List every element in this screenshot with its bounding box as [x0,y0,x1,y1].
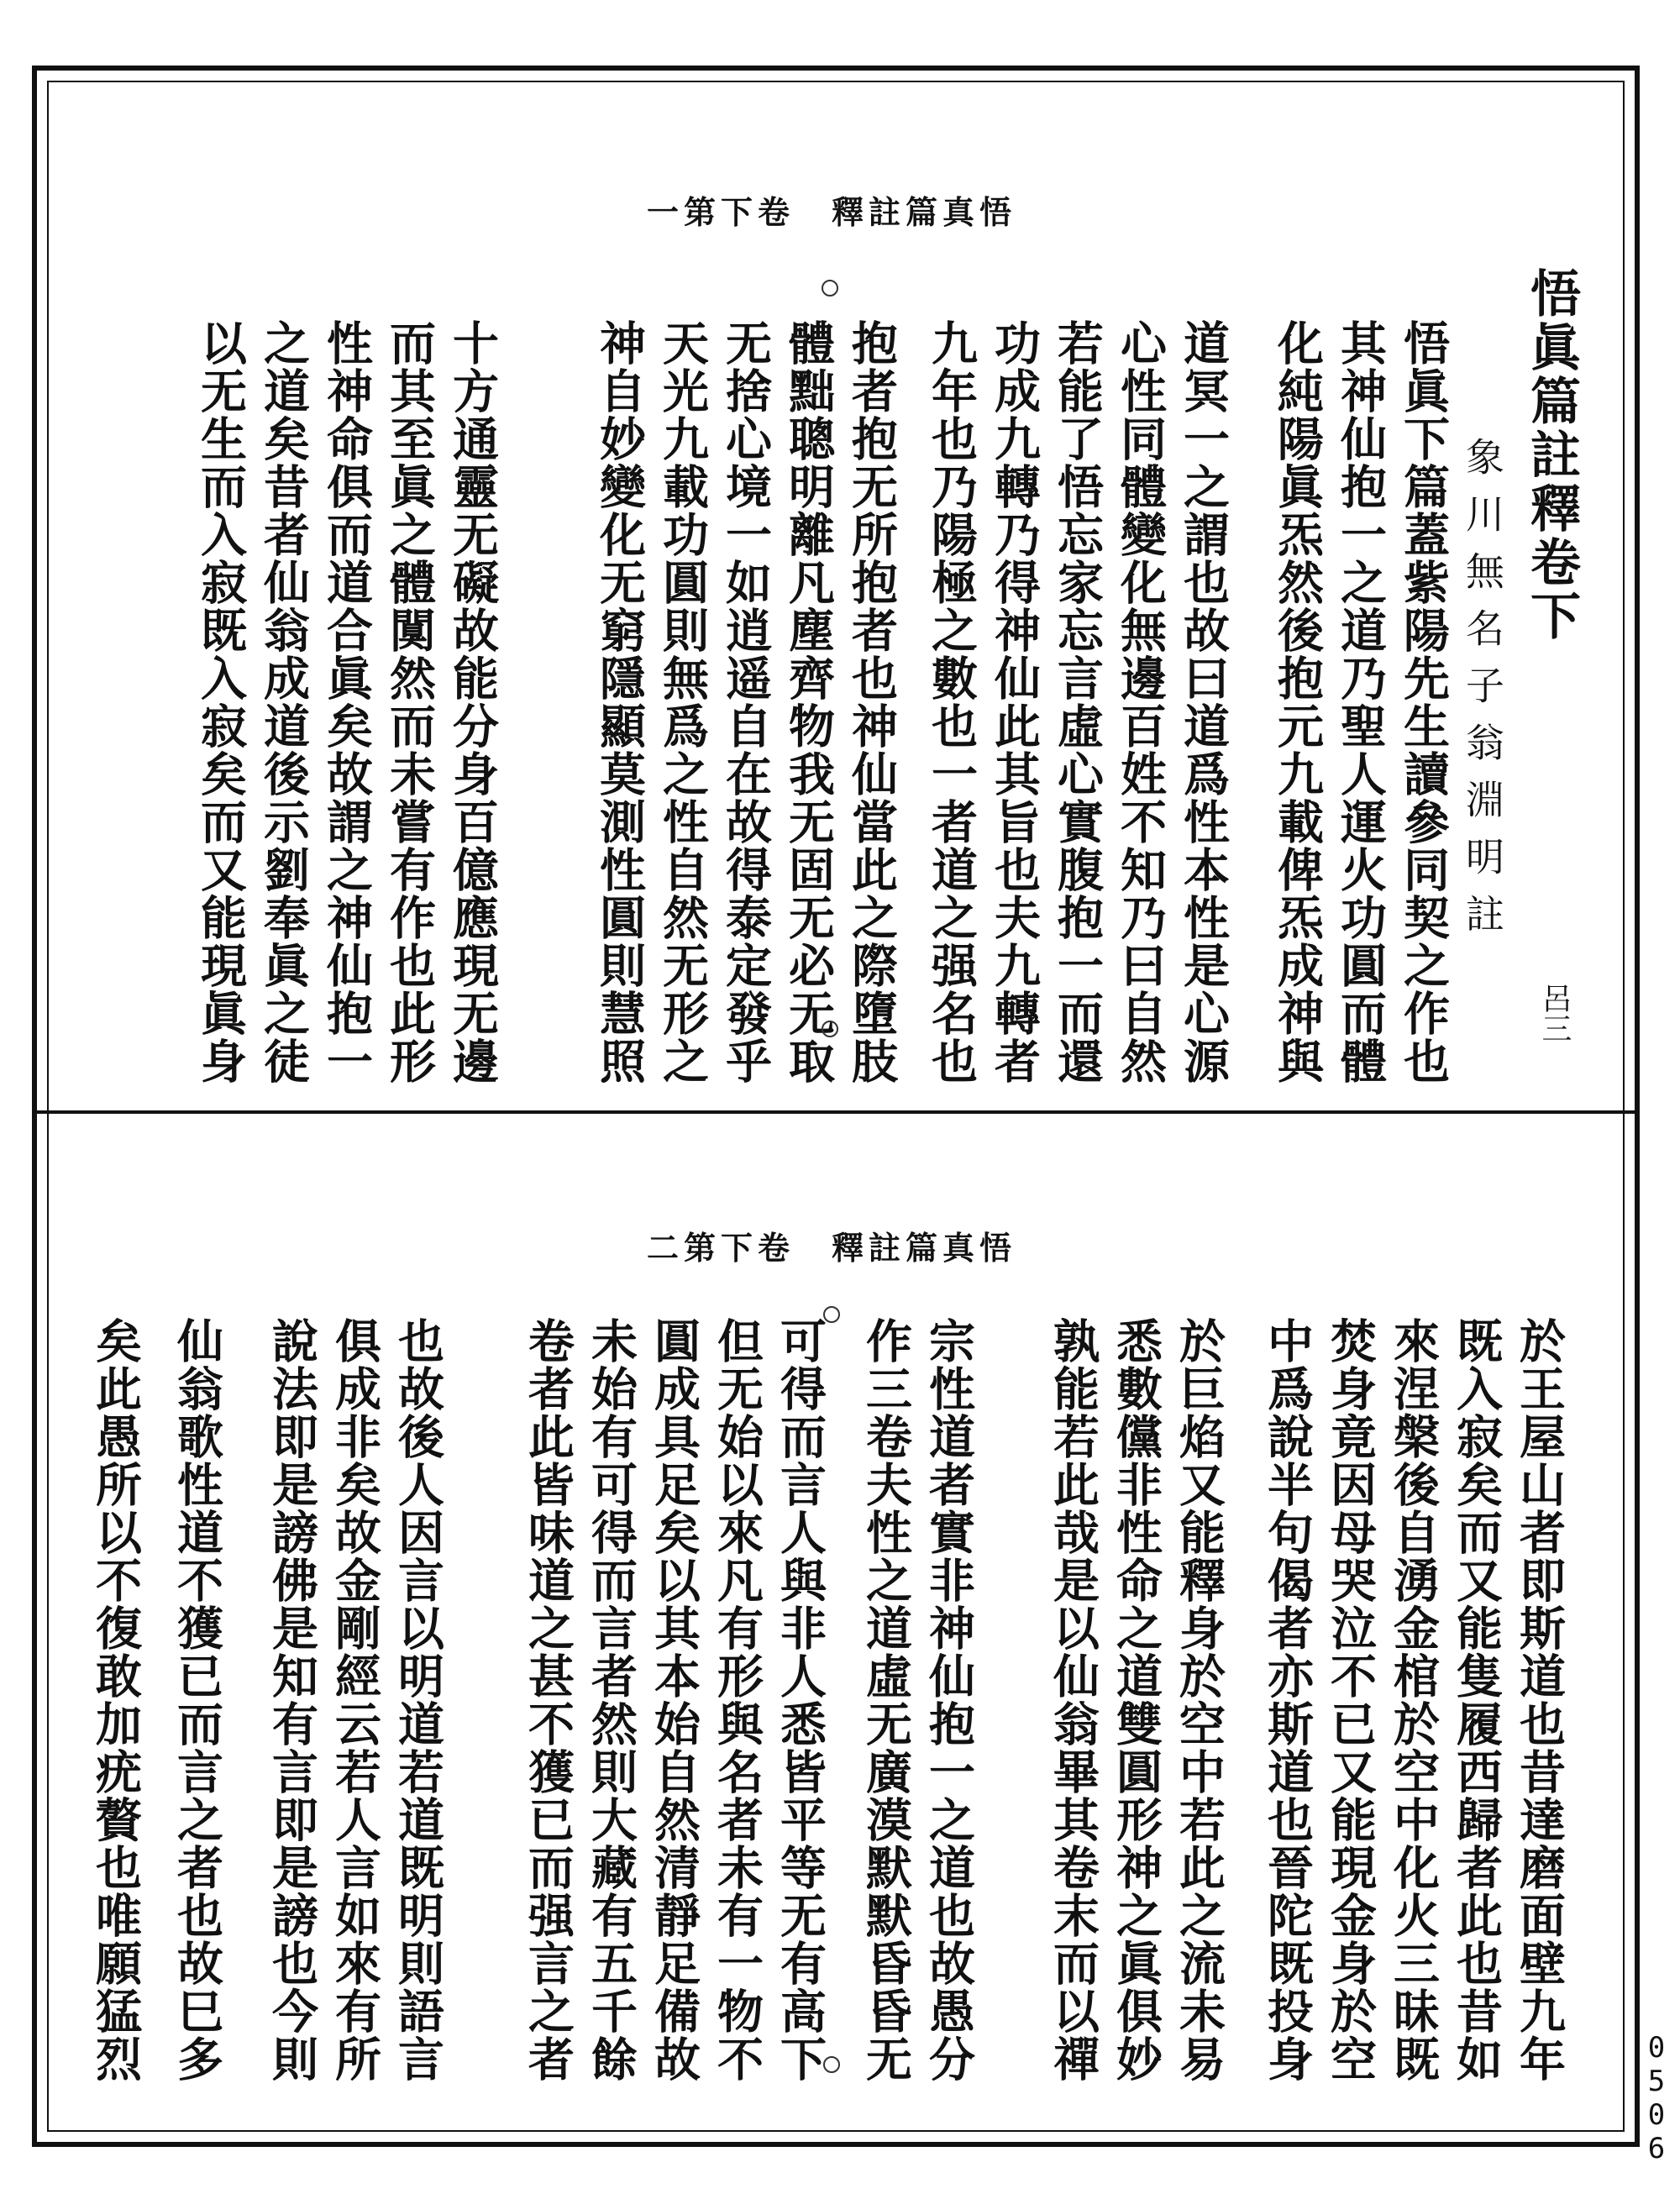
text-column: 但无始以來凡有形與名者未有一物不 [710,1317,764,2083]
running-head-bottom: 二第下卷 釋註篇真悟 [647,1229,1017,1267]
text-column: 於王屋山者即斯道也昔達磨面壁九年 [1512,1317,1567,2083]
text-column: 无捨心境一如逍遥自在故得泰定發乎 [718,319,773,1085]
text-column: 九年也乃陽極之數也一者道之强名也 [924,319,979,1085]
text-column: 性神命俱而道合眞矣故謂之神仙抱一 [319,319,374,1085]
text-column: 焚身竟因母哭泣不已又能現金身於空 [1323,1317,1378,2083]
text-column: 孰能若此哉是以仙翁畢其卷末而以禪 [1046,1317,1100,2083]
text-column: 說法即是謗佛是知有言即是謗也今則 [265,1317,319,2083]
text-column: 以无生而入寂既入寂矣而又能現眞身 [193,319,248,1085]
binding-hole [823,2056,840,2073]
text-column: 也故後人因言以明道若道既明則語言 [391,1317,445,2083]
page-number: 0506 [1640,2031,1673,2165]
volume-title: 悟眞篇註釋卷下 [1522,267,1581,643]
text-column: 悟眞下篇蓋紫陽先生讀參同契之作也 [1396,319,1451,1085]
text-column: 可得而言人與非人悉皆平等无有高下 [773,1317,827,2083]
running-head-top: 一第下卷 釋註篇真悟 [647,193,1017,231]
text-column: 抱者抱无所抱者也神仙當此之際墮肢 [844,319,899,1085]
text-column: 而其至眞之體闃然而未嘗有作也此形 [382,319,437,1085]
text-column: 卷者此皆味道之甚不獲已而强言之者 [521,1317,575,2083]
text-column: 體黜聰明離凡塵齊物我无固无必无取 [781,319,836,1085]
page-divider [32,1110,1640,1114]
text-column: 未始有可得而言者然則大藏有五千餘 [584,1317,638,2083]
text-column: 於巨焰又能釋身於空中若此之流未易 [1172,1317,1226,2083]
text-column: 十方通靈无礙故能分身百億應現无邊 [445,319,500,1085]
text-column: 其神仙抱一之道乃聖人運火功圓而體 [1333,319,1388,1085]
text-column: 功成九轉乃得神仙此其旨也夫九轉者 [987,319,1042,1085]
text-column: 圓成具足矣以其本始自然清靜足備故 [647,1317,701,2083]
text-column: 神自妙變化无窮隱顯莫測性圓則慧照 [592,319,647,1085]
text-column: 道冥一之謂也故曰道爲性本性是心源 [1176,319,1231,1085]
text-column: 矣此愚所以不復敢加疣贅也唯願猛烈 [88,1317,143,2083]
text-column: 宗性道者實非神仙抱一之道也故愚分 [921,1317,976,2083]
binding-hole [823,1306,840,1323]
binding-hole [822,280,838,297]
text-column: 俱成非矣故金剛經云若人言如來有所 [328,1317,382,2083]
text-column: 心性同體變化無邊百姓不知乃曰自然 [1113,319,1168,1085]
binding-hole [822,1021,838,1037]
text-column: 悉數儻非性命之道雙圓形神之眞俱妙 [1109,1317,1163,2083]
text-column: 來涅槃後自湧金棺於空中化火三昧既 [1386,1317,1441,2083]
text-column: 天光九載功圓則無爲之性自然无形之 [655,319,710,1085]
folio-mark: 呂三 [1537,983,1572,1043]
text-column: 化純陽眞炁然後抱元九載俾炁成神與 [1270,319,1325,1085]
text-column: 中爲說半句偈者亦斯道也晉陀既投身 [1260,1317,1315,2083]
text-column: 之道矣昔者仙翁成道後示劉奉眞之徒 [256,319,311,1085]
text-column: 仙翁歌性道不獲已而言之者也故巳多 [170,1317,224,2083]
text-column: 作三卷夫性之道虛无廣漠默默昏昏无 [858,1317,913,2083]
text-column: 既入寂矣而又能隻履西歸者此也昔如 [1449,1317,1504,2083]
author-line: 象川無名子翁淵明註 [1460,437,1505,951]
text-column: 若能了悟忘家忘言虛心實腹抱一而還 [1050,319,1105,1085]
